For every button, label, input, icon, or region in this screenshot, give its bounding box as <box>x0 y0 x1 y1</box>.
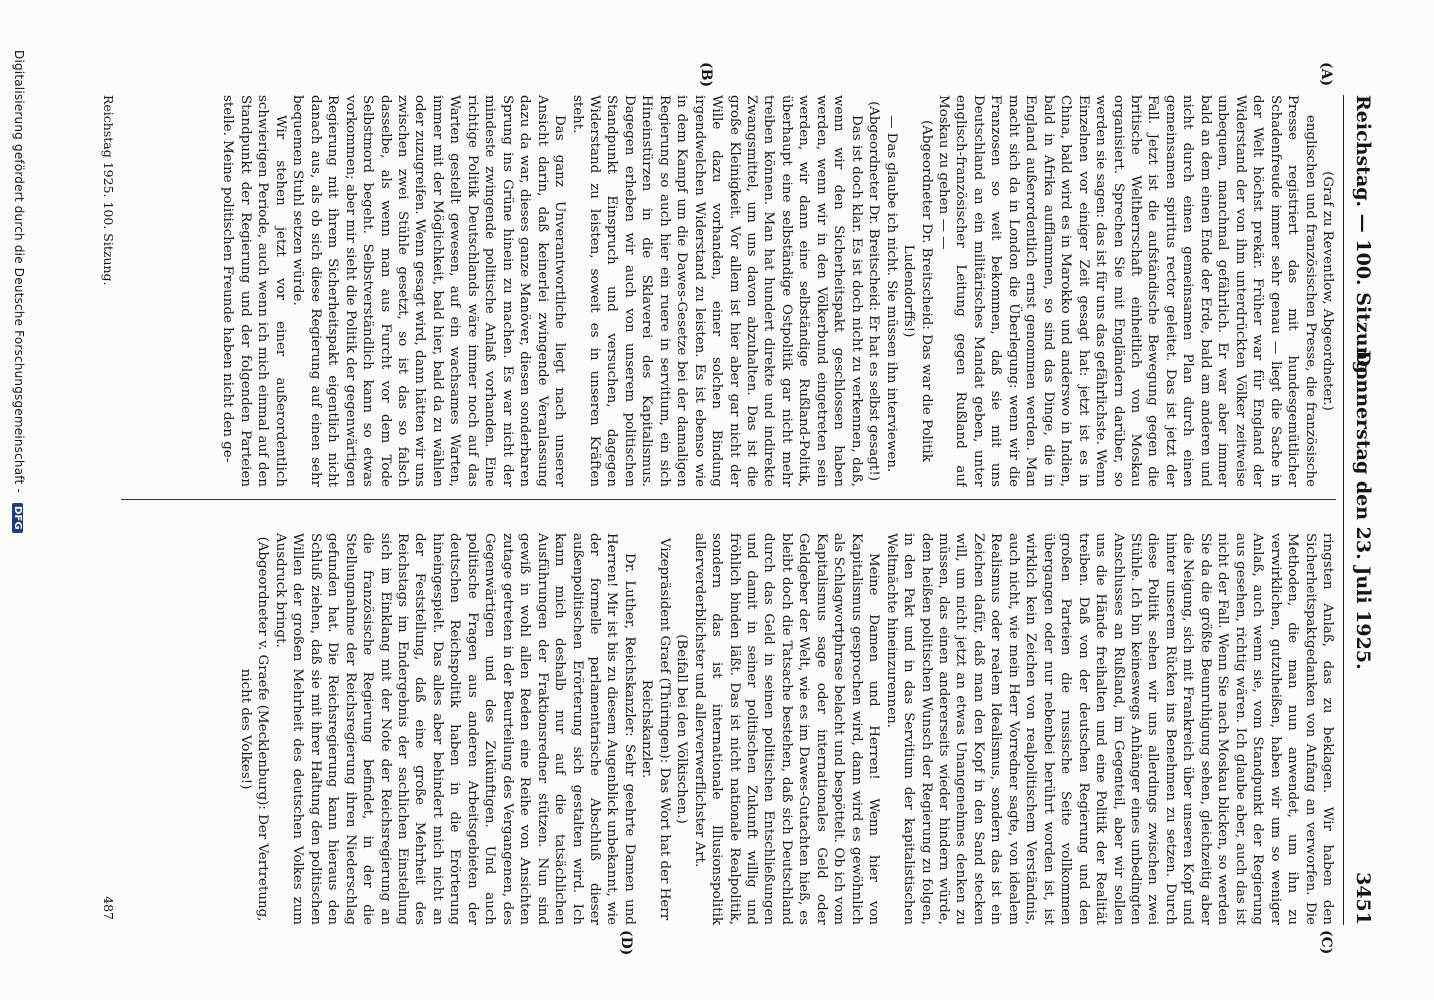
margin-mark-b: (B) <box>698 62 714 88</box>
paragraph: Meine Damen und Herren! Wenn hier von Kapitalismus gesprochen wird, dann wird es gewöhnlich als Schlagwortphrase belacht und bespöttelt. Ob ich vom Kapitalismus sage oder internationales Geld oder Geldgeber der Welt, wie es im Dawes-Gutachten hieß, es bleibt doch die Tatsache bestehen, daß sich Deutschland durch das Geld in seinen politischen Entschließungen und damit in seiner politischen Zukunft willig und fröhlich binden läßt. Das ist nicht nationale Realpolitik, sondern das ist internationale Illusionspolitik allerverderblichster und allerverwerflichster Art. <box>691 533 882 925</box>
margin-mark-d: (D) <box>618 930 634 956</box>
digitization-note <box>12 50 26 950</box>
paragraph: — Das glaube ich nicht. Sie müssen ihn interviewen. <box>883 115 899 473</box>
paragraph: ringsten Anlaß, das zu beklagen. Wir haben den Sicherheitspaktgedanken von Anfang an verworfen. Die Methoden, die man nun anwendet, um ihn zu verwirklichen, gutzuheißen, haben wir um so weniger Anlaß, auch wenn sie, vom Standpunkt der Regierung aus gesehen, richtig wären. Ich glaube aber, auch das ist nicht der Fall. Wenn Sie nach Moskau blicken, so werden Sie da die größte Beunruhigung sehen, gleichzeitig aber die Neigung, sich mit Frankreich über unseren Kopf und hinter unserem Rücken ins Benehmen zu setzen. Durch diese Politik sehen wir uns allerdings zwischen zwei Stühle. Ich bin keineswegs Anhänger eines unbedingten Anschlusses an Rußland, im Gegenteil, aber wir sollen uns die Hände freihalten und eine Politik der Realität treiben. Daß von der deutschen Regierung und den großen Parteien die russische Seite vollkommen übergangen oder nur nebenbei berührt worden ist, ist wirklich kein Zeichen von realpolitischem Verständnis, auch nicht, wie mein Herr Vorredner sagte, von idealem Realismus oder realem Idealismus, sondern das ist ein Zeichen dafür, daß man den Kopf in den Sand stecken will, um nicht jetzt an etwas Unangenehmes denken zu müssen, das einen andererseits wieder hindern würde, dem heißen politischen Wunsch der Regierung zu folgen, in den Pakt und in das Servitium der kapitalistischen Weltmächte hineinzurennen. <box>883 533 1335 925</box>
left-column <box>126 95 1336 487</box>
column-divider <box>121 499 1336 500</box>
paragraph: Wir stehen jetzt vor einer außerordentlich schwierigen Periode, auch wenn ich mich einmal auf den Standpunkt der Regierung und der folgenden Parteien stelle. Meine politischen Freunde haben nicht den ge- <box>220 95 288 487</box>
footer-page-number: 487 <box>101 896 116 920</box>
header-session: Reichstag. — 100. Sitzung. <box>1352 95 1374 381</box>
header-page-number: 3451 <box>1352 872 1374 925</box>
page-header <box>1343 95 1376 925</box>
interjection-line: (Abgeordneter Dr. Breitscheid: Das war die Politik Ludendorffs!) <box>901 120 934 462</box>
right-column <box>126 533 1336 925</box>
interjection-line: (Abgeordneter Dr. Breitscheid: Er hat es selbst gesagt!) <box>866 101 882 481</box>
paragraph: Das ganz Unverantwortliche liegt nach unserer Ansicht darin, daß keinerlei zwingende Veranlassung dazu da war, dieses ganze Manöver, diesen sonderbaren Sprung ins Grüne hinein zu machen. Es war nicht der mindeste zwingende politische Anlaß vorhanden. Eine richtige Politik Deutschlands wäre immer noch auf das Warten gestellt gewesen, auf ein wachsames Warten, immer mit der Möglichkeit, bald hier, bald da zu wählen oder zuzugreifen. Wenn gesagt wird, dann hätten wir uns zwischen zwei Stühle gesetzt, so ist das so falsch dasselbe, als wenn man aus Furcht vor dem Tode Selbstmord begeht. Selbstverständlich kann so etwas vorkommen; aber mir sieht die Politik der gegenwärtigen Regierung mit ihrem Sicherheitspakt eigentlich nicht danach aus, als ob sich diese Regierung auf einen sehr bequemen Stuhl setzen würde. <box>290 95 568 487</box>
paragraph: englischen und französischen Presse, die französische Presse registriert das mit hundesgemütlicher Schadenfreude immer sehr genau — liegt die Sache in der Welt höchst prekär. Früher war für England der Widerstand der von ihm unterdrückten Völker zeitweise unbequem, manchmal gefährlich. Er war aber immer bald an dem einen Ende der Erde, bald am anderen und nicht durch einen gemeinsamen Plan durch einen gemeinsamen spiritus rector geleitet. Das ist jetzt der Fall. Jetzt ist die aufständische Bewegung gegen die britische Weltherrschaft einheitlich von Moskau organisiert. Sprechen Sie mit Engländern darüber, so werden sie sagen: das ist für uns das gefährlichste. Wenn Einzelnen vor einiger Zeit gesagt hat: jetzt ist es in China, bald wird es in Marokko und anderswo in Indien, bald in Afrika aufflammen, so sind das Dinge, die in England außerordentlich ernst genommen werden. Man macht sich da in London die Überlegung: wenn wir die Franzosen so weit bekommen, daß sie mit uns Deutschland an ein militärisches Mandat geben, unter englisch-französischer Leitung gegen Rußland auf Moskau zu gehen — — <box>936 95 1318 487</box>
interjection-line: (Abgeordneter v. Graefe (Mecklenburg): Der Vertretung, nicht des Volkes!) <box>237 536 271 922</box>
interjection-line: Vizepräsident Graef (Thüringen): Das Wort hat der Herr Reichskanzler. <box>639 537 672 921</box>
dfg-logo: DFG <box>12 503 23 533</box>
margin-mark-c: (C) <box>1318 930 1334 955</box>
margin-mark-a: (A) <box>1318 62 1334 87</box>
footer-left: Reichstag 1925. 100. Sitzung. <box>101 95 116 286</box>
paragraph: Das ist doch klar. Es ist doch nicht zu verkennen, daß, wenn wir den Sicherheitspakt geschlossen haben werden, wenn wir in den Völkerbund eingetreten sein werden, wir dann eine selbständige Rußland-Politik, überhaupt eine selbständige Ostpolitik gar nicht mehr treiben können. Man hat hundert direkte und indirekte Zwangsmittel, um uns davon abzuhalten. Das ist die große Kleinigkeit. Vor allem ist hier aber gar nicht der Wille dazu vorhanden, einer solchen Bindung irgendwelchen Widerstand zu leisten. Es ist ebenso wie in dem Kampf um die Dawes-Gesetze bei der damaligen Regierung so auch hier ein ruere in servitium, ein sich Hineinstürzen in die Sklaverei des Kapitalismus. Dagegen erheben wir auch von unserem politischen Standpunkt Einspruch und versuchen, dagegen Widerstand zu leisten, soweit es in unseren Kräften steht. <box>569 95 864 487</box>
digitization-text: Digitalisierung gefördert durch die Deutsche Forschungsgemeinschaft - <box>12 50 26 493</box>
header-date: Donnerstag den 23. Juli 1925. <box>1352 350 1374 670</box>
paragraph: Dr. Luther, Reichskanzler: Sehr geehrte Damen und Herren! Mir ist bis zu diesem Augenblick unbekannt, wie der formelle parlamentarische Abschluß dieser außenpolitischen Erörterung sich gestalten wird. Ich kann mich deshalb nur auf die tatsächlichen Ausführungen der Fraktionsredner stützen. Nun sind gewiß in wohl allen Reden eine Reihe von Ansichten zutage getreten in der Beurteilung des Vergangenen, des Gegenwärtigen und des Zukünftigen. Und auch politische Fragen aus anderen Arbeitsgebieten der deutschen Reichspolitik haben in die Erörterung hineingespielt. Das alles aber behindert mich nicht an der Feststellung, daß eine große Mehrheit des Reichstags im Endergebnis der sachlichen Einstellung sich im Einklang mit der Note der Reichsregierung an die französische Regierung befindet, in der die Stellungnahme der Reichsregierung ihren Niederschlag gefunden hat. Die Reichsregierung kann hieraus den Schluß ziehen, daß sie mit ihrer Haltung den politischen Willen der großen Mehrheit des deutschen Volkes zum Ausdruck bringt. <box>272 533 637 925</box>
interjection-line: (Graf zu Reventlow, Abgeordneter.) <box>1320 171 1335 411</box>
interjection-line: (Beifall bei den Völkischen.) <box>674 634 690 824</box>
